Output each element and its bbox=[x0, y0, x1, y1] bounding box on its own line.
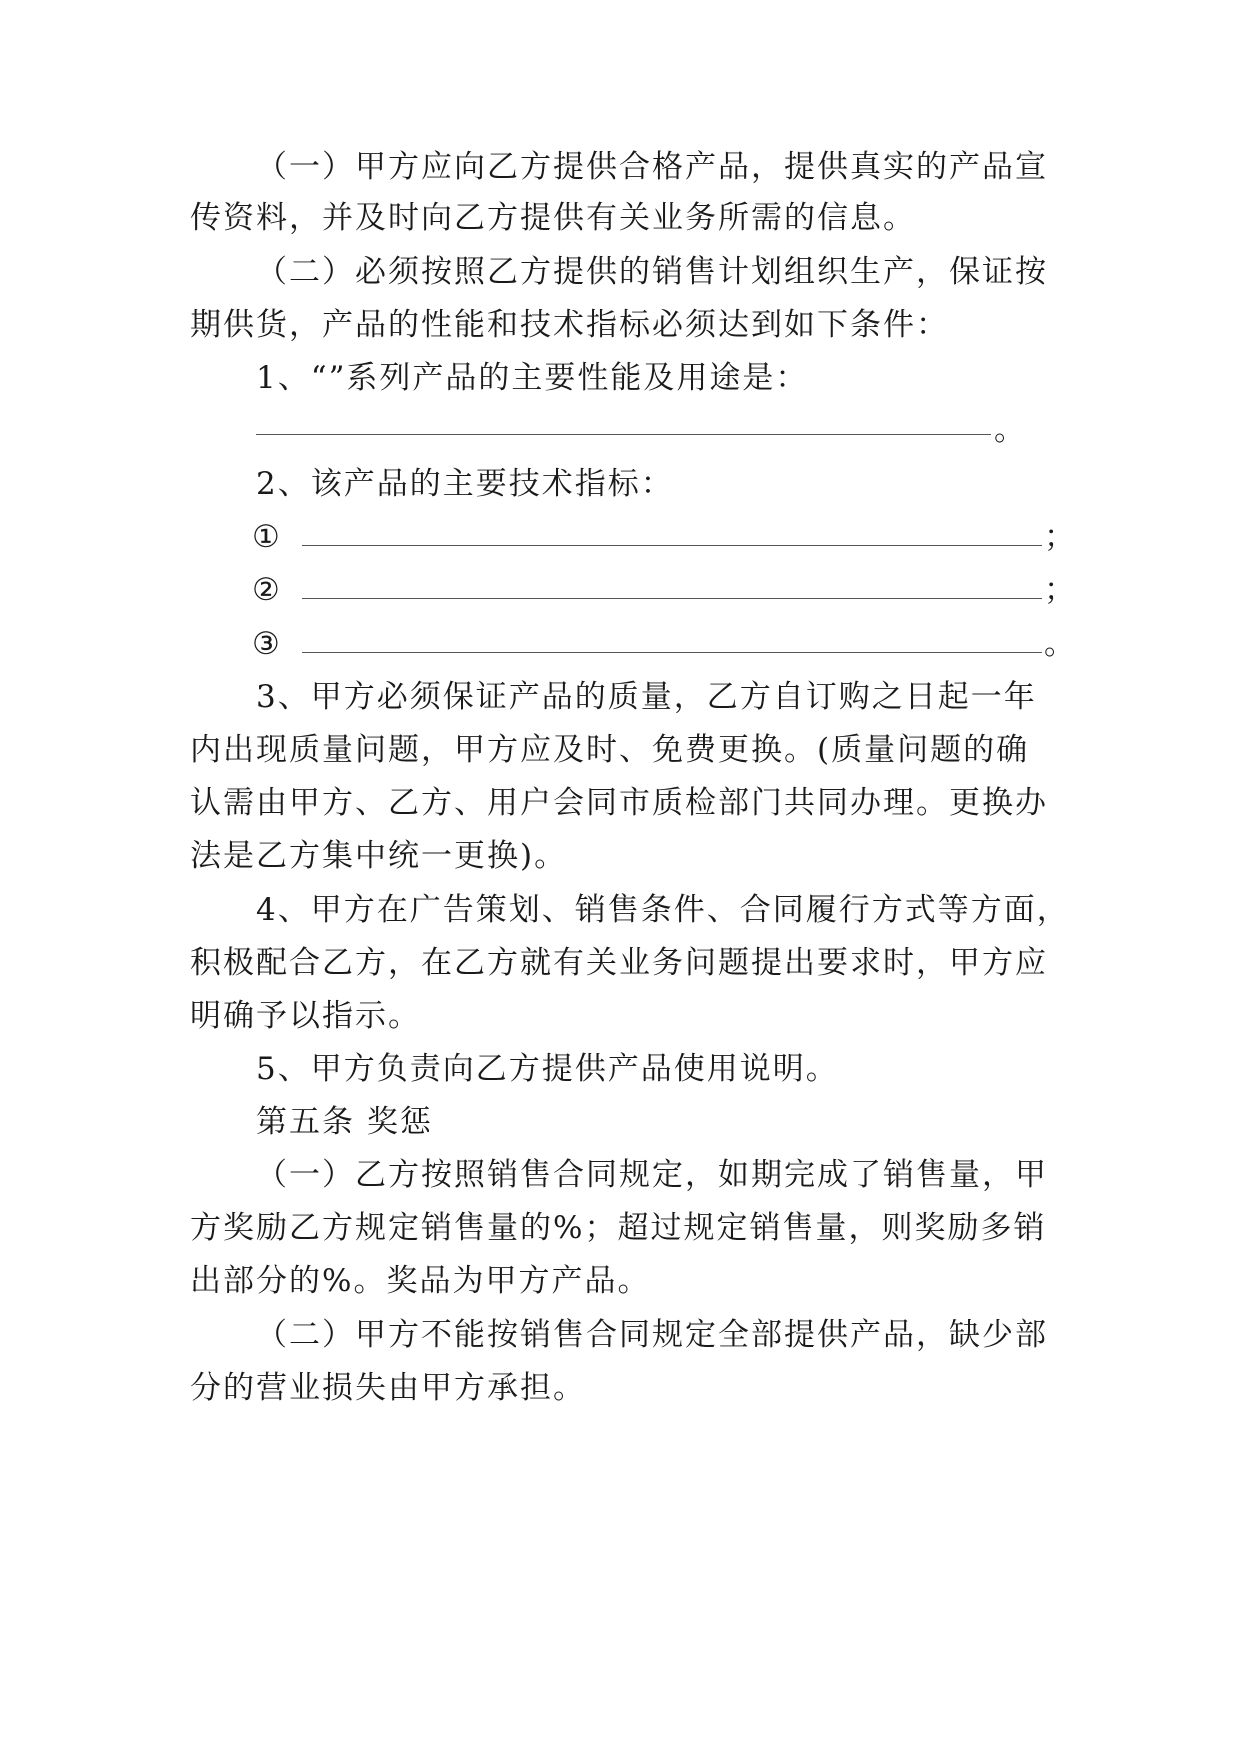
sub-item-1-marker: ① bbox=[252, 519, 280, 555]
item-5-text: 5、甲方负责向乙方提供产品使用说明。 bbox=[256, 1051, 839, 1087]
section-two-line-2: 期供货，产品的性能和技术指标必须达到如下条件： bbox=[190, 307, 949, 343]
item-3-line-4: 法是乙方集中统一更换)。 bbox=[190, 838, 568, 874]
item-1-blank-line bbox=[256, 434, 991, 435]
item-3-line-2: 内出现质量问题，甲方应及时、免费更换。(质量问题的确 bbox=[190, 732, 1030, 768]
item-4-line-1: 4、甲方在广告策划、销售条件、合同履行方式等方面， bbox=[256, 892, 1070, 928]
sub-item-3-marker: ③ bbox=[252, 626, 280, 662]
article-five-para-1-line-1: （一）乙方按照销售合同规定，如期完成了销售量，甲 bbox=[256, 1157, 1048, 1193]
sub-item-2-marker: ② bbox=[252, 572, 280, 608]
sub-item-2-end-mark: ； bbox=[1044, 572, 1075, 608]
sub-item-1-blank-line bbox=[302, 545, 1042, 546]
item-1-text: 1、“”系列产品的主要性能及用途是： bbox=[256, 360, 809, 396]
sub-item-3-end-mark: 。 bbox=[1044, 626, 1075, 662]
article-five-para-2-line-2: 分的营业损失由甲方承担。 bbox=[190, 1370, 586, 1406]
item-3-line-3: 认需由甲方、乙方、用户会同市质检部门共同办理。更换办 bbox=[190, 785, 1048, 821]
sub-item-2-blank-line bbox=[302, 598, 1042, 599]
item-1-end-mark: 。 bbox=[994, 412, 1025, 448]
sub-item-1-end-mark: ； bbox=[1044, 519, 1075, 555]
article-five-para-1-line-2: 方奖励乙方规定销售量的%；超过规定销售量，则奖励多销 bbox=[190, 1210, 1047, 1246]
article-five-para-2-line-1: （二）甲方不能按销售合同规定全部提供产品，缺少部 bbox=[256, 1317, 1048, 1353]
item-4-line-2: 积极配合乙方，在乙方就有关业务问题提出要求时，甲方应 bbox=[190, 945, 1048, 981]
section-one-line-2: 传资料，并及时向乙方提供有关业务所需的信息。 bbox=[190, 200, 916, 236]
article-five-para-1-line-3: 出部分的%。奖品为甲方产品。 bbox=[190, 1263, 651, 1299]
item-3-line-1: 3、甲方必须保证产品的质量，乙方自订购之日起一年 bbox=[256, 679, 1037, 715]
section-one-line-1: （一）甲方应向乙方提供合格产品，提供真实的产品宣 bbox=[256, 149, 1048, 185]
article-five-title: 第五条 奖惩 bbox=[256, 1104, 433, 1140]
sub-item-3-blank-line bbox=[302, 652, 1042, 653]
item-2-text: 2、该产品的主要技术指标： bbox=[256, 466, 674, 502]
item-4-line-3: 明确予以指示。 bbox=[190, 998, 421, 1034]
section-two-line-1: （二）必须按照乙方提供的销售计划组织生产，保证按 bbox=[256, 254, 1048, 290]
